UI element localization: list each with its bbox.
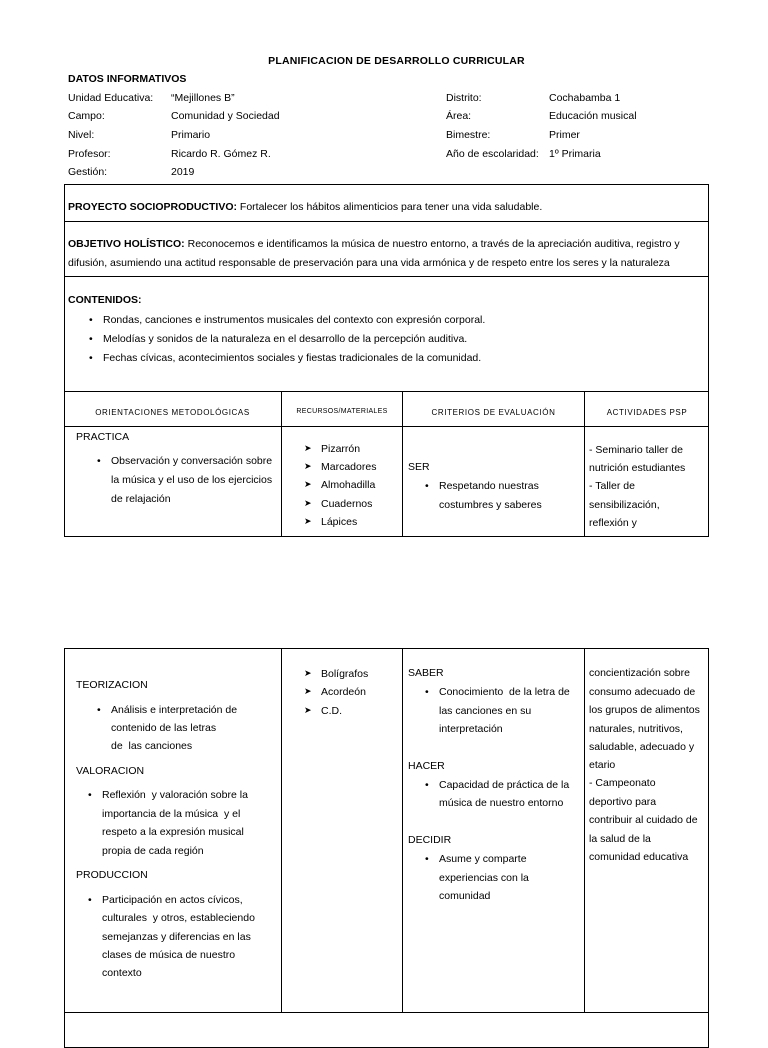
contenidos-label: CONTENIDOS: <box>68 294 142 306</box>
header-actividades: ACTIVIDADES PSP <box>606 408 688 417</box>
actividad-line: - Taller de <box>589 480 635 492</box>
value-nivel: Primario <box>171 129 211 141</box>
arrow-bullet-icon: ➤ <box>304 516 312 526</box>
value-area: Educación musical <box>549 110 637 122</box>
label-unidad: Unidad Educativa: <box>68 92 154 104</box>
produccion-item-cont: contexto <box>102 967 142 979</box>
saber-item-cont: las canciones en su <box>439 705 532 717</box>
actividad-line: - Campeonato <box>589 777 656 789</box>
ser-item-cont: costumbres y saberes <box>439 499 542 511</box>
arrow-bullet-icon: ➤ <box>304 686 312 696</box>
proyecto-text: Fortalecer los hábitos alimenticios para tener una vida saludable. <box>237 201 543 213</box>
actividad-line: reflexión y <box>589 517 637 529</box>
label-anio: Año de escolaridad: <box>446 148 539 160</box>
recurso-label: Almohadilla <box>321 479 376 491</box>
objetivo-line2: difusión, asumiendo una actitud responsable de preservación para una vida armónica y de respeto entre los seres y la naturaleza <box>68 257 670 269</box>
value-campo: Comunidad y Sociedad <box>171 110 280 122</box>
decidir-item: • Asume y comparte <box>439 850 527 869</box>
practica-item-cont: la música y el uso de los ejercicios <box>111 474 273 486</box>
actividad-line: sensibilización, <box>589 499 660 511</box>
value-anio: 1º Primaria <box>549 148 601 160</box>
actividad-line: los grupos de alimentos <box>589 704 700 716</box>
proyecto-label: PROYECTO SOCIOPRODUCTIVO: <box>68 201 237 213</box>
arrow-bullet-icon: ➤ <box>304 705 312 715</box>
datos-informativos-heading: DATOS INFORMATIVOS <box>68 73 187 85</box>
actividad-line: nutrición estudiantes <box>589 462 686 474</box>
saber-heading: SABER <box>408 667 444 679</box>
divider-1 <box>64 221 709 222</box>
divider-4 <box>64 426 709 427</box>
header-recursos: RECURSOS/MATERIALES <box>296 408 388 415</box>
saber-item-cont: interpretación <box>439 723 503 735</box>
recurso-item <box>304 516 358 528</box>
hacer-heading: HACER <box>408 760 445 772</box>
decidir-item-cont: experiencias con la <box>439 872 529 884</box>
actividad-line: deportivo para <box>589 796 657 808</box>
actividad-line: concientización sobre <box>589 667 690 679</box>
recurso-item <box>304 686 366 698</box>
label-area: Área: <box>446 110 472 122</box>
value-profesor: Ricardo R. Gómez R. <box>171 148 271 160</box>
recurso-item <box>304 479 376 491</box>
teorizacion-item: • Análisis e interpretación de <box>111 701 237 720</box>
lower-col-divider-3 <box>584 648 585 1012</box>
arrow-bullet-icon: ➤ <box>304 668 312 678</box>
value-distrito: Cochabamba 1 <box>549 92 621 104</box>
practica-item-cont: de relajación <box>111 493 171 505</box>
objetivo-holistico <box>68 235 680 254</box>
recurso-label: Cuadernos <box>321 498 373 510</box>
label-nivel: Nivel: <box>68 129 95 141</box>
recurso-item <box>304 443 361 455</box>
recurso-item <box>304 498 373 510</box>
divider-2 <box>64 276 709 277</box>
teorizacion-item-cont: de las canciones <box>111 740 193 752</box>
produccion-heading: PRODUCCION <box>76 869 148 881</box>
decidir-heading: DECIDIR <box>408 834 452 846</box>
hacer-item: • Capacidad de práctica de la <box>439 776 569 795</box>
recurso-label: Acordeón <box>321 686 366 698</box>
recurso-item <box>304 705 342 717</box>
valoracion-item-cont: respeto a la expresión musical <box>102 826 244 838</box>
recurso-item <box>304 461 377 473</box>
label-bimestre: Bimestre: <box>446 129 491 141</box>
ser-heading: SER <box>408 461 430 473</box>
actividad-line: etario <box>589 759 616 771</box>
label-campo: Campo: <box>68 110 105 122</box>
objetivo-line1: Reconocemos e identificamos la música de nuestro entorno, a través de la apreciación auditiva, registro y <box>184 238 680 250</box>
valoracion-item-cont: importancia de la música y el <box>102 808 241 820</box>
actividad-line: naturales, nutritivos, <box>589 723 683 735</box>
recurso-label: Marcadores <box>321 461 377 473</box>
label-gestion: Gestión: <box>68 166 108 178</box>
recurso-label: C.D. <box>321 705 342 717</box>
lower-bottom-divider <box>64 1012 709 1013</box>
contenido-item: • Fechas cívicas, acontecimientos sociales y fiestas tradicionales de la comunidad. <box>103 349 481 368</box>
valoracion-item: • Reflexión y valoración sobre la <box>102 786 248 805</box>
actividad-line: saludable, adecuado y <box>589 741 695 753</box>
decidir-item-cont: comunidad <box>439 890 491 902</box>
produccion-item-cont: clases de música de nuestro <box>102 949 236 961</box>
arrow-bullet-icon: ➤ <box>304 479 312 489</box>
teorizacion-item-cont: contenido de las letras <box>111 722 217 734</box>
recurso-label: Pizarrón <box>321 443 361 455</box>
saber-item: • Conocimiento de la letra de <box>439 683 570 702</box>
ser-item: • Respetando nuestras <box>439 477 539 496</box>
header-criterios: CRITERIOS DE EVALUACIÓN <box>431 408 556 417</box>
value-gestion: 2019 <box>171 166 195 178</box>
label-profesor: Profesor: <box>68 148 111 160</box>
recurso-label: Lápices <box>321 516 358 528</box>
objetivo-label: OBJETIVO HOLÍSTICO: <box>68 238 185 250</box>
actividad-line: contribuir al cuidado de <box>589 814 698 826</box>
lower-col-divider-1 <box>281 648 282 1012</box>
label-distrito: Distrito: <box>446 92 482 104</box>
produccion-item: • Participación en actos cívicos, <box>102 891 243 910</box>
actividad-line: comunidad educativa <box>589 851 689 863</box>
valoracion-heading: VALORACION <box>76 765 145 777</box>
arrow-bullet-icon: ➤ <box>304 443 312 453</box>
actividad-line: la salud de la <box>589 833 651 845</box>
practica-heading: PRACTICA <box>76 431 130 443</box>
proyecto-socioproductivo <box>68 198 542 217</box>
produccion-item-cont: culturales y otros, estableciendo <box>102 912 255 924</box>
practica-item: • Observación y conversación sobre <box>111 452 272 471</box>
produccion-item-cont: semejanzas y diferencias en las <box>102 931 251 943</box>
hacer-item-cont: música de nuestro entorno <box>439 797 564 809</box>
arrow-bullet-icon: ➤ <box>304 498 312 508</box>
contenido-item: • Melodías y sonidos de la naturaleza en el desarrollo de la percepción auditiva. <box>103 330 467 349</box>
document-title: PLANIFICACION DE DESARROLLO CURRICULAR <box>268 55 525 67</box>
lower-col-divider-2 <box>402 648 403 1012</box>
divider-3 <box>64 391 709 392</box>
actividad-line: consumo adecuado de <box>589 686 696 698</box>
teorizacion-heading: TEORIZACION <box>76 679 148 691</box>
contenido-item: • Rondas, canciones e instrumentos musicales del contexto con expresión corporal. <box>103 311 485 330</box>
actividad-line: - Seminario taller de <box>589 444 683 456</box>
valoracion-item-cont: propia de cada región <box>102 845 204 857</box>
header-orientaciones: ORIENTACIONES METODOLÓGICAS <box>95 408 250 417</box>
recurso-label: Bolígrafos <box>321 668 369 680</box>
arrow-bullet-icon: ➤ <box>304 461 312 471</box>
value-unidad: “Mejillones B” <box>171 92 235 104</box>
value-bimestre: Primer <box>549 129 580 141</box>
recurso-item <box>304 668 369 680</box>
